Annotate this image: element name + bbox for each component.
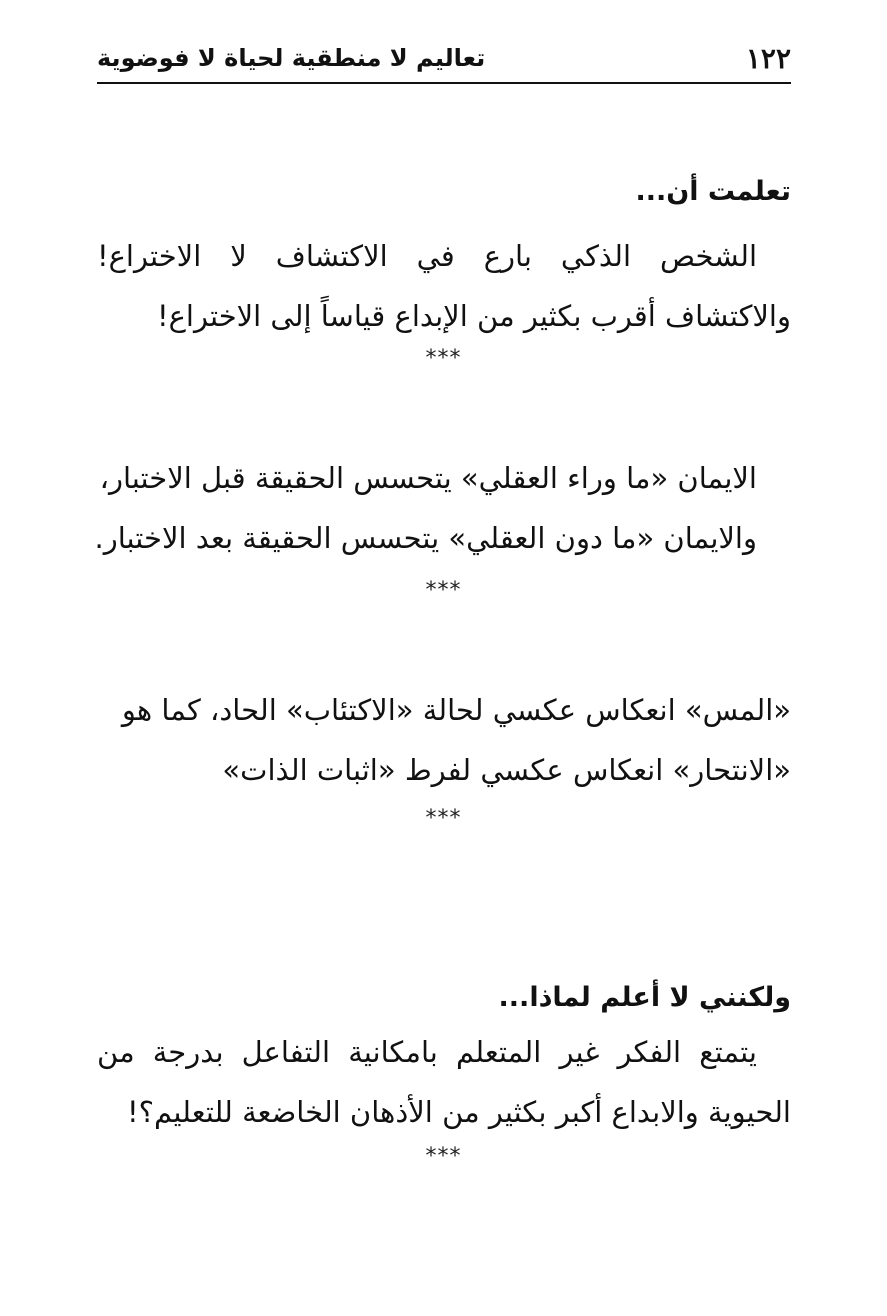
separator-1: *** <box>425 346 462 371</box>
separator-3: *** <box>425 806 462 831</box>
depression-line-1: «المس» انعكاس عكسي لحالة «الاكتئاب» الحاد، كما هو <box>121 693 791 727</box>
entry-faith <box>94 448 791 568</box>
section-heading-dont-know: ولكنني لا أعلم لماذا... <box>498 982 791 1013</box>
section-learned <box>97 172 791 346</box>
page-header <box>97 36 791 84</box>
faith-line-1: الايمان «ما وراء العقلي» يتحسس الحقيقة قبل الاختبار، <box>99 461 757 495</box>
section-heading-learned: تعلمت أن... <box>635 176 791 207</box>
running-title: تعاليم لا منطقية لحياة لا فوضوية <box>97 44 486 72</box>
page-number: ١٢٢ <box>745 42 791 75</box>
separator-2: *** <box>425 578 462 603</box>
paragraph-uneducated-mind: يتمتع الفكر غير المتعلم بامكانية التفاعل بدرجة من الحيوية والابداع أكبر بكثير من الأذهان الخاضعة للتعليم؟! <box>97 1035 791 1129</box>
separator-4: *** <box>425 1144 462 1169</box>
paragraph-discovery: الشخص الذكي بارع في الاكتشاف لا الاختراع! والاكتشاف أقرب بكثير من الإبداع قياساً إلى الاختراع! <box>97 239 791 333</box>
faith-line-2: والايمان «ما دون العقلي» يتحسس الحقيقة بعد الاختبار. <box>94 521 757 555</box>
section-dont-know <box>97 978 791 1142</box>
entry-depression <box>97 680 791 800</box>
depression-line-2: «الانتحار» انعكاس عكسي لفرط «اثبات الذات» <box>222 753 791 787</box>
